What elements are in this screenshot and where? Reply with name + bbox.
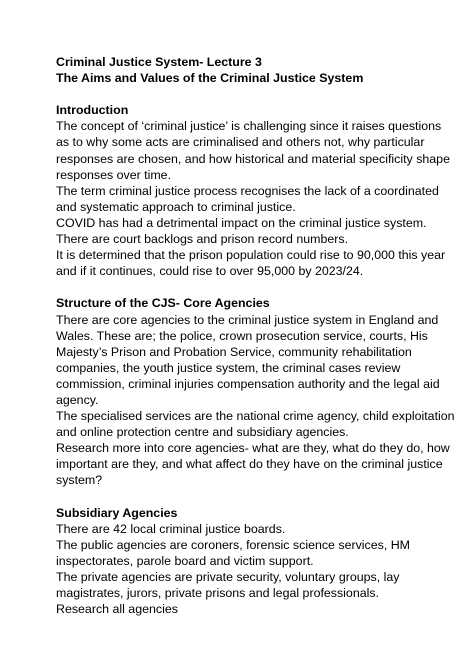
paragraph: There are core agencies to the criminal justice system in England and Wales. These are; the police, crown prosecution service, courts, His Majesty’s Prison and Probation Service, community rehabilitation companies, the youth justice system, the criminal cases review commission, criminal injuries compensation authority and the legal aid agency. (56, 312, 440, 407)
document-page (56, 54, 456, 617)
paragraph: The public agencies are coroners, forensic science services, HM inspectorates, parole board and victim support. (56, 537, 410, 568)
section-heading: Subsidiary Agencies (56, 505, 178, 520)
paragraph: Research all agencies (56, 602, 178, 617)
section-core-agencies (56, 295, 456, 488)
spacer (56, 279, 456, 295)
document-title: Criminal Justice System- Lecture 3 (56, 55, 262, 69)
paragraph: The specialised services are the national crime agency, child exploitation and online protection centre and subsidiary agencies. (56, 409, 455, 440)
paragraph: Research more into core agencies- what are they, what do they do, how important are they, and what affect do they have on the criminal justice system? (56, 441, 450, 488)
spacer (56, 86, 456, 102)
paragraph: The private agencies are private security, voluntary groups, lay magistrates, jurors, private prisons and legal professionals. (56, 570, 400, 601)
paragraph: It is determined that the prison population could rise to 90,000 this year and if it continues, could rise to over 95,000 by 2023/24. (56, 248, 446, 279)
paragraph: There are 42 local criminal justice boards. (56, 521, 286, 536)
paragraph: COVID has had a detrimental impact on the criminal justice system. There are court backlogs and prison record numbers. (56, 215, 427, 247)
spacer (56, 489, 456, 505)
paragraph: The concept of ‘criminal justice’ is challenging since it raises questions as to why some acts are criminalised and others not, why particular responses are chosen, and how historical and material specificity shape responses over time. (56, 119, 450, 182)
section-heading: Introduction (56, 103, 129, 118)
paragraph: The term criminal justice process recognises the lack of a coordinated and systematic approach to criminal justice. (56, 183, 439, 214)
section-heading: Structure of the CJS- Core Agencies (56, 296, 270, 311)
section-introduction (56, 102, 456, 279)
section-subsidiary-agencies (56, 505, 456, 618)
document-subtitle: The Aims and Values of the Criminal Justice System (56, 71, 364, 86)
